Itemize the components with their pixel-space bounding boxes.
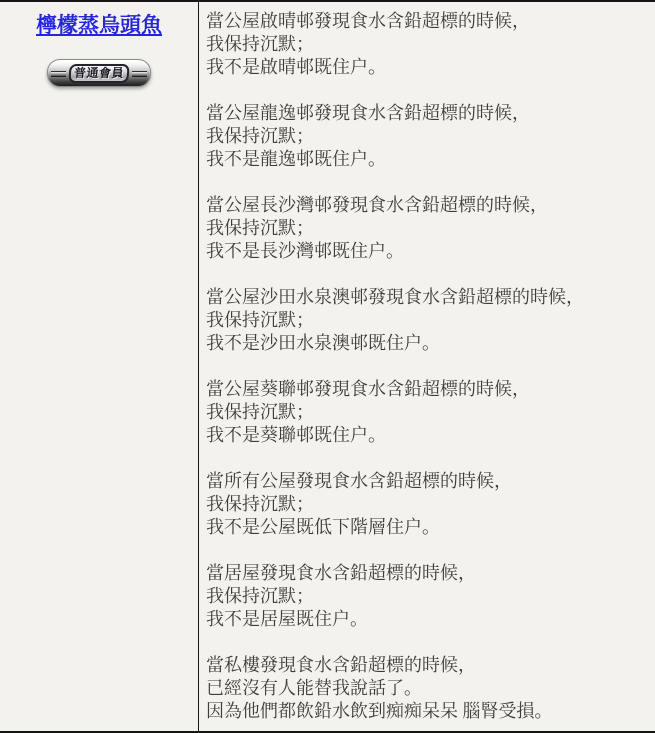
- poem-stanza: [206, 102, 645, 171]
- poem-line: 我不是居屋既住户。: [206, 609, 368, 629]
- poem-line: 我保持沉默；: [206, 494, 314, 514]
- poem-line: 當公屋沙田水泉澳邨發現食水含鉛超標的時候，: [206, 287, 584, 307]
- post-content-cell: [199, 2, 655, 731]
- badge-right-wing-decoration: [132, 71, 147, 77]
- poem-line: 因為他們都飲鉛水飲到痴痴呆呆 腦腎受損。: [206, 701, 553, 721]
- poem-stanza: [206, 654, 645, 723]
- poem-line: 我不是啟晴邨既住户。: [206, 57, 386, 77]
- poem-line: 我保持沉默；: [206, 34, 314, 54]
- poem: [206, 10, 645, 723]
- author-username-link[interactable]: 檸檬蒸烏頭魚: [36, 13, 162, 37]
- member-rank-badge: [47, 59, 151, 87]
- poem-line: 當居屋發現食水含鉛超標的時候，: [206, 563, 476, 583]
- poem-line: 我不是長沙灣邨既住户。: [206, 241, 404, 261]
- badge-left-wing-decoration: [51, 71, 66, 77]
- poem-stanza: [206, 378, 645, 447]
- poem-stanza: [206, 562, 645, 631]
- poem-line: 我保持沉默；: [206, 218, 314, 238]
- poem-line: 我不是公屋既低下階層住户。: [206, 517, 440, 537]
- poem-line: 當公屋龍逸邨發現食水含鉛超標的時候，: [206, 103, 530, 123]
- author-cell: [0, 2, 199, 731]
- poem-line: 我不是葵聯邨既住户。: [206, 425, 386, 445]
- poem-line: 當公屋長沙灣邨發現食水含鉛超標的時候，: [206, 195, 548, 215]
- poem-line: 我不是沙田水泉澳邨既住户。: [206, 333, 440, 353]
- poem-line: 當私樓發現食水含鉛超標的時候，: [206, 655, 476, 675]
- poem-line: 當所有公屋發現食水含鉛超標的時候，: [206, 471, 512, 491]
- poem-stanza: [206, 286, 645, 355]
- poem-stanza: [206, 194, 645, 263]
- poem-line: 當公屋葵聯邨發現食水含鉛超標的時候，: [206, 379, 530, 399]
- poem-line: 我保持沉默；: [206, 126, 314, 146]
- poem-line: 我不是龍逸邨既住户。: [206, 149, 386, 169]
- poem-stanza: [206, 470, 645, 539]
- poem-stanza: [206, 10, 645, 79]
- poem-line: 已經沒有人能替我說話了。: [206, 678, 422, 698]
- poem-line: 我保持沉默；: [206, 402, 314, 422]
- poem-line: 當公屋啟晴邨發現食水含鉛超標的時候，: [206, 11, 530, 31]
- poem-line: 我保持沉默；: [206, 310, 314, 330]
- member-rank-badge-label: 普通會員: [68, 64, 129, 83]
- poem-line: 我保持沉默；: [206, 586, 314, 606]
